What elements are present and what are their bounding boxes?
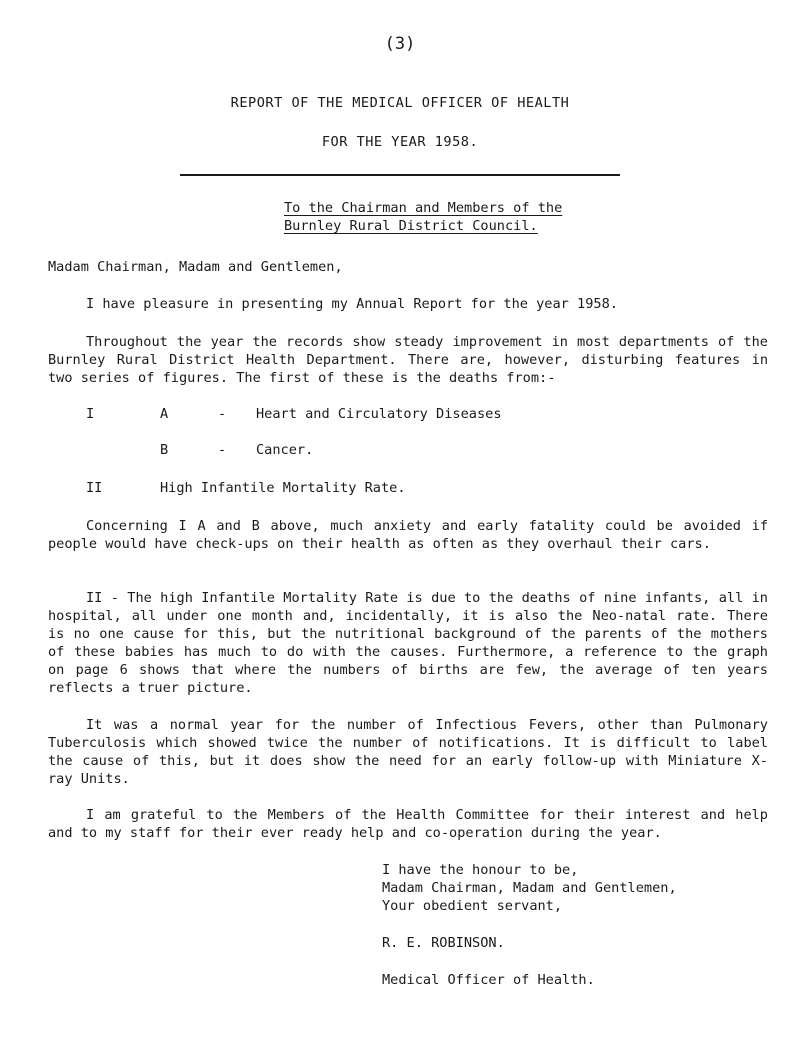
paragraph-gratitude-text: I am grateful to the Members of the Health Committee for their interest and help and to my staff for their ever ready help and co-operation during the year. — [48, 807, 768, 841]
paragraph-infantile — [48, 589, 768, 697]
addressee-line-1: To the Chairman and Members of the — [284, 200, 563, 216]
report-year: FOR THE YEAR 1958. — [321, 134, 479, 150]
paragraph-intro: I have pleasure in presenting my Annual Report for the year 1958. — [86, 296, 618, 312]
list-item-2-number: II — [86, 480, 103, 496]
closing-line-3: Your obedient servant, — [382, 898, 563, 914]
paragraph-concerning — [48, 517, 768, 553]
list-item-1b-dash: - — [218, 442, 227, 458]
list-item-1b-letter: B — [160, 442, 169, 458]
signature-name: R. E. ROBINSON. — [382, 935, 505, 951]
salutation: Madam Chairman, Madam and Gentlemen, — [48, 259, 343, 275]
paragraph-records — [48, 333, 768, 387]
list-item-1a-dash: - — [218, 406, 227, 422]
signature-position: Medical Officer of Health. — [382, 972, 595, 988]
paragraph-fevers — [48, 716, 768, 788]
list-item-1-number: I — [86, 406, 95, 422]
page-number: (3) — [384, 34, 416, 54]
paragraph-gratitude — [48, 806, 768, 842]
paragraph-records-text: Throughout the year the records show steady improvement in most departments of the Burnley Rural District Health Department. There are, however, disturbing features in two series of figures. The first of these is the deaths from:- — [48, 334, 768, 386]
title-divider — [180, 174, 620, 176]
list-item-1b-text: Cancer. — [256, 442, 314, 458]
list-item-1a-letter: A — [160, 406, 169, 422]
list-item-2-text: High Infantile Mortality Rate. — [160, 480, 406, 496]
list-item-1a-text: Heart and Circulatory Diseases — [256, 406, 502, 422]
closing-line-2: Madam Chairman, Madam and Gentlemen, — [382, 880, 677, 896]
report-title: REPORT OF THE MEDICAL OFFICER OF HEALTH — [230, 95, 570, 111]
addressee-line-2: Burnley Rural District Council. — [284, 218, 538, 234]
paragraph-infantile-text: II - The high Infantile Mortality Rate is due to the deaths of nine infants, all in hospital, all under one month and, incidentally, it is also the Neo-natal rate. There is no one cause for this, but the nutritional background of the parents of the mothers of these babies has much to do with the causes. Furthermore, a reference to the graph on page 6 shows that where the numbers of births are few, the average of ten years reflects a truer picture. — [48, 590, 768, 696]
paragraph-concerning-text: Concerning I A and B above, much anxiety and early fatality could be avoided if people would have check-ups on their health as often as they overhaul their cars. — [48, 518, 768, 552]
paragraph-fevers-text: It was a normal year for the number of Infectious Fevers, other than Pulmonary Tuberculosis which showed twice the number of notifications. It is difficult to label the cause of this, but it does show the need for an early follow-up with Miniature X-ray Units. — [48, 717, 768, 787]
closing-line-1: I have the honour to be, — [382, 862, 579, 878]
